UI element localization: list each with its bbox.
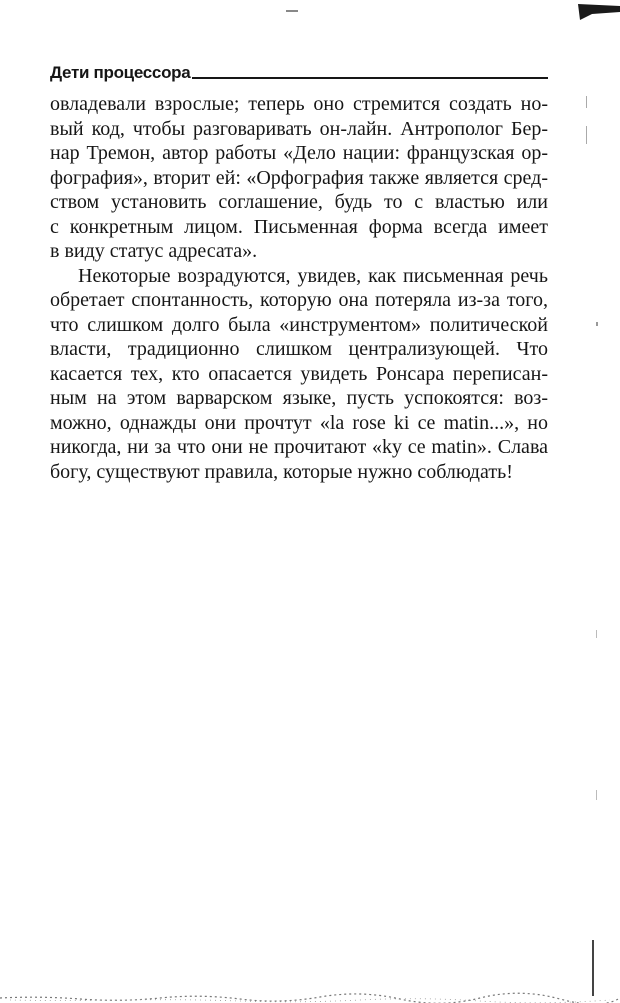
- text-line: власти, традиционно слишком централизующей. Что: [50, 338, 548, 360]
- scan-speck-right-1: [586, 96, 587, 108]
- scan-speck-right-5: [596, 790, 597, 800]
- scan-speck-right-2: [586, 126, 587, 144]
- text-line: ством установить соглашение, будь то с властью или: [50, 191, 548, 213]
- text-line: обретает спонтанность, которую она потеряла из-за того,: [50, 289, 548, 311]
- text-line: в виду статус адресата».: [50, 240, 258, 262]
- running-head-title: Дети процессора: [50, 63, 191, 82]
- scan-speck-right-3: [596, 322, 598, 326]
- text-line: богу, существуют правила, которые нужно соблюдать!: [50, 460, 513, 483]
- scan-corner-mark: [572, 0, 620, 40]
- running-head: [50, 60, 548, 82]
- scan-speck-top: [286, 10, 298, 12]
- scan-edge-line: [592, 940, 594, 996]
- paragraph-2: [50, 264, 548, 485]
- text-line: что слишком долго была «инструментом» политической: [50, 313, 548, 336]
- text-line: нар Тремон, автор работы «Дело нации: французская ор-: [50, 142, 548, 164]
- text-line: можно, однажды они прочтут «la rose ki ce matin...», но: [50, 411, 548, 434]
- text-line: фография», вторит ей: «Орфография также является сред-: [50, 166, 548, 189]
- body-text: [50, 92, 548, 484]
- scan-speck-right-4: [596, 630, 597, 638]
- text-line: никогда, ни за что они не прочитают «ky ce matin». Слава: [50, 436, 548, 458]
- running-head-rule: [192, 77, 548, 79]
- text-line: овладевали взрослые; теперь оно стремится создать но-: [50, 93, 548, 115]
- text-line: Некоторые возрадуются, увидев, как письменная речь: [78, 264, 548, 287]
- paragraph-1: [50, 92, 548, 264]
- text-line: касается тех, кто опасается увидеть Ронсара переписан-: [50, 362, 548, 385]
- scan-bottom-noise: [0, 992, 620, 1003]
- text-line: вый код, чтобы разговаривать он-лайн. Антрополог Бер-: [50, 117, 548, 140]
- text-line: с конкретным лицом. Письменная форма всегда имеет: [50, 215, 548, 238]
- text-line: ным на этом варварском языке, пусть успокоятся: воз-: [50, 387, 548, 409]
